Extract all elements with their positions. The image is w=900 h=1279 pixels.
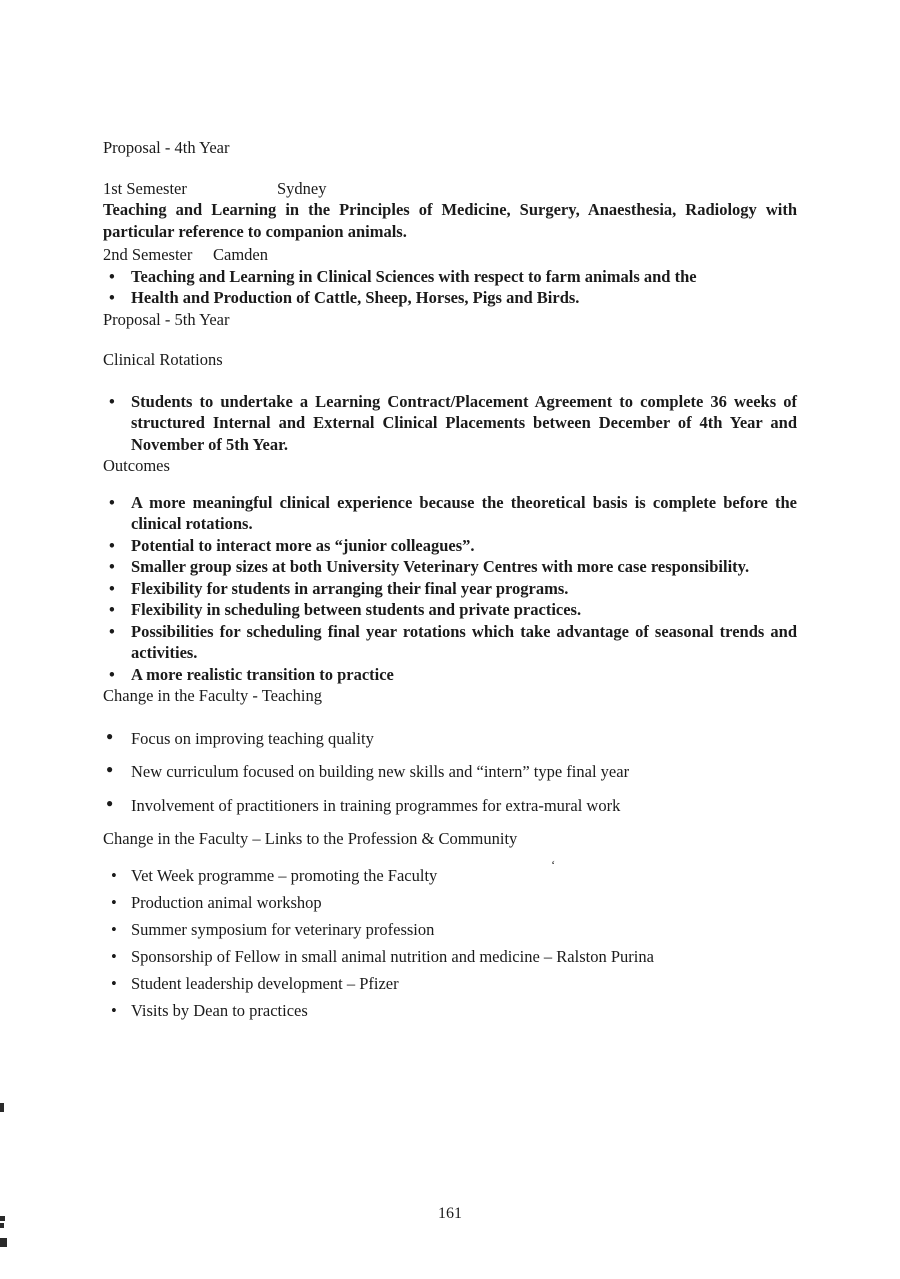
scan-edge-artifact	[0, 1223, 4, 1228]
list-item: • Student leadership development – Pfizer	[103, 973, 797, 995]
semester-2-label: 2nd Semester	[103, 245, 193, 264]
list-item: • Visits by Dean to practices	[103, 1000, 797, 1022]
page-number: 161	[438, 1205, 462, 1222]
list-item: • Health and Production of Cattle, Sheep, Horses, Pigs and Birds.	[103, 287, 797, 309]
heading-change-teaching: Change in the Faculty - Teaching	[103, 686, 322, 705]
heading-proposal-4th-year: Proposal - 4th Year	[103, 138, 230, 157]
semester-2-location: Camden	[213, 245, 268, 264]
scan-edge-artifact	[0, 1216, 5, 1221]
heading-change-links: Change in the Faculty – Links to the Profession & Community	[103, 829, 518, 848]
list-item: • Smaller group sizes at both University Veterinary Centres with more case responsibility.	[103, 556, 797, 578]
list-item: • Summer symposium for veterinary profession	[103, 919, 797, 941]
teaching-bullet-list	[103, 728, 797, 817]
list-item: • A more meaningful clinical experience because the theoretical basis is complete before the clinical rotations.	[103, 492, 797, 535]
links-bullet-list	[103, 865, 797, 1022]
list-item: • Teaching and Learning in Clinical Sciences with respect to farm animals and the	[103, 266, 797, 288]
scan-edge-artifact	[0, 1238, 7, 1247]
semester-1-line	[103, 178, 797, 200]
list-item: ● New curriculum focused on building new skills and “intern” type final year	[103, 761, 797, 783]
outcomes-bullet-list	[103, 492, 797, 686]
heading-proposal-5th-year: Proposal - 5th Year	[103, 309, 230, 329]
list-item: ● Involvement of practitioners in training programmes for extra-mural work	[103, 795, 797, 817]
list-item: • Vet Week programme – promoting the Faculty	[103, 865, 797, 887]
list-item: • A more realistic transition to practice	[103, 664, 797, 686]
semester-1-label: 1st Semester	[103, 178, 187, 198]
document-content	[103, 137, 797, 1027]
list-item: • Potential to interact more as “junior colleagues”.	[103, 535, 797, 557]
list-item: • Flexibility for students in arranging their final year programs.	[103, 578, 797, 600]
semester-1-location: Sydney	[277, 178, 327, 198]
list-item: • Production animal workshop	[103, 892, 797, 914]
semester-2-bullet-list	[103, 266, 797, 309]
list-item: • Flexibility in scheduling between students and private practices.	[103, 599, 797, 621]
list-item: • Possibilities for scheduling final year rotations which take advantage of seasonal trends and activities.	[103, 621, 797, 664]
heading-clinical-rotations: Clinical Rotations	[103, 350, 223, 369]
clinical-rotations-bullet-list	[103, 391, 797, 456]
list-item: • Students to undertake a Learning Contract/Placement Agreement to complete 36 weeks of structured Internal and External Clinical Placements between December of 4th Year and November of 5th Year.	[103, 391, 797, 456]
scan-stray-mark: ‘	[551, 857, 556, 872]
heading-outcomes: Outcomes	[103, 456, 170, 475]
scan-edge-artifact	[0, 1103, 4, 1112]
semester-2-line	[103, 244, 797, 266]
list-item: ● Focus on improving teaching quality	[103, 728, 797, 750]
semester-1-description: Teaching and Learning in the Principles of Medicine, Surgery, Anaesthesia, Radiology with particular reference to companion animals.	[103, 200, 797, 241]
list-item: • Sponsorship of Fellow in small animal nutrition and medicine – Ralston Purina	[103, 946, 797, 968]
